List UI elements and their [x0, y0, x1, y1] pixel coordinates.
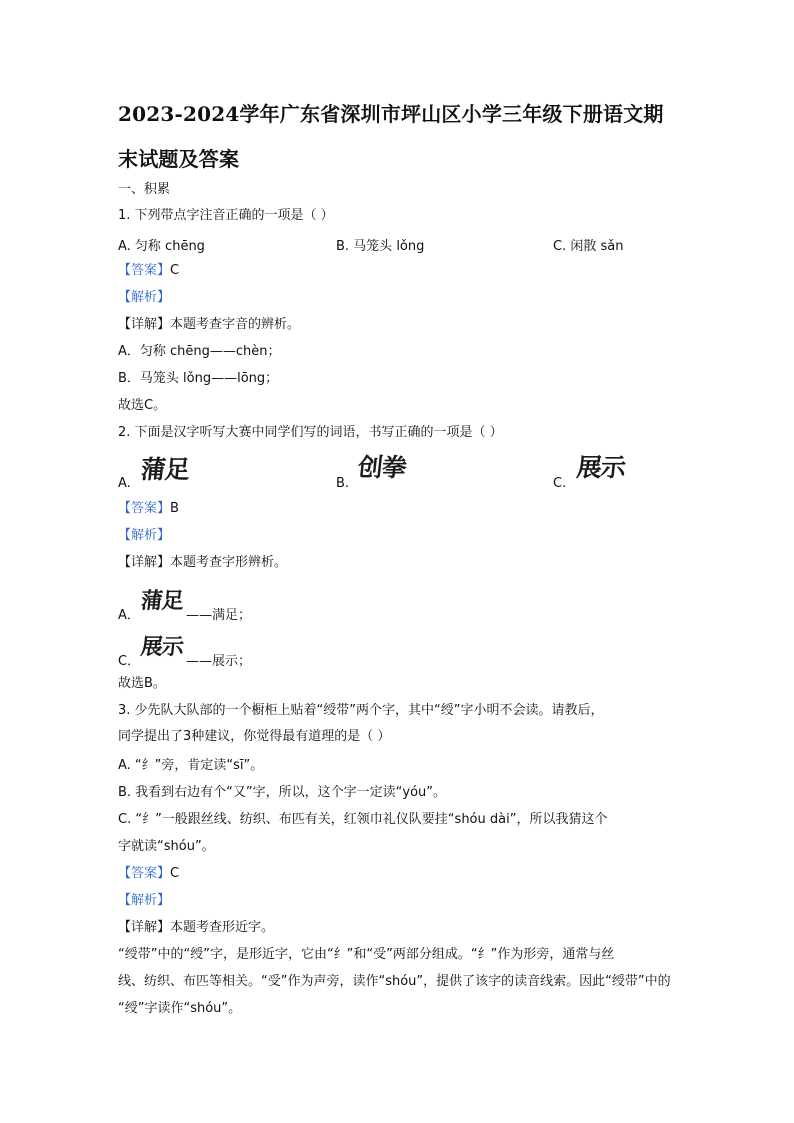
- q1-explain-a: A．匀称 chēng——chèn；: [118, 344, 281, 359]
- answer-label: 【答案】: [118, 263, 171, 278]
- answer-label: 【答案】: [118, 866, 171, 881]
- q2-option-b-handwriting: 创拳: [356, 453, 408, 482]
- q3-option-a: A. “纟”旁，肯定读“sī”。: [118, 758, 264, 773]
- document-title-line1: 2023-2024学年广东省深圳市坪山区小学三年级下册语文期: [118, 102, 664, 126]
- q2-option-a-label: A.: [118, 476, 131, 491]
- q2-explain-c-text: ——展示；: [186, 654, 252, 669]
- q2-analysis-label: 【解析】: [118, 528, 171, 543]
- q2-conclusion: 故选B。: [118, 676, 166, 691]
- q2-explain-c-label: C．: [118, 654, 141, 669]
- q2-explain-c-handwriting: 展示: [139, 634, 185, 660]
- answer-value: C: [170, 866, 180, 881]
- q2-option-a-handwriting: 蒲足: [139, 455, 191, 484]
- q3-option-c-line2: 字就读“shóu”。: [118, 839, 215, 854]
- q3-stem-line1: 3. 少先队大队部的一个橱柜上贴着“绶带”两个字，其中“绶”字小明不会读。请教后，: [118, 703, 604, 718]
- q3-explanation-line2: 线、纺织、布匹等相关。“受”作为声旁，读作“shóu”，提供了该字的读音线索。因此“绶带”中的: [118, 974, 671, 989]
- q1-option-c: C. 闲散 sǎn: [553, 239, 624, 254]
- section-heading: 一、积累: [118, 182, 171, 197]
- answer-label: 【答案】: [118, 501, 171, 516]
- q2-detail: 【详解】本题考查字形辨析。: [118, 555, 288, 570]
- q1-answer: [118, 262, 179, 280]
- q1-analysis-label: 【解析】: [118, 290, 171, 305]
- q2-answer: [118, 500, 179, 518]
- q3-detail: 【详解】本题考查形近字。: [118, 920, 275, 935]
- answer-value: B: [170, 501, 179, 516]
- q3-analysis-label: 【解析】: [118, 893, 171, 908]
- q2-explain-a-text: ——满足；: [186, 608, 252, 623]
- q1-explain-b: B．马笼头 lǒng——lōng；: [118, 371, 279, 386]
- q2-option-b-label: B.: [336, 476, 350, 491]
- q1-option-a: A. 匀称 chēng: [118, 239, 205, 254]
- q3-explanation-line1: “绶带”中的“绶”字，是形近字，它由“纟”和“受”两部分组成。“纟”作为形旁，通常与丝: [118, 947, 615, 962]
- q1-conclusion: 故选C。: [118, 398, 167, 413]
- q3-answer: [118, 865, 179, 883]
- q1-detail: 【详解】本题考查字音的辨析。: [118, 317, 301, 332]
- q2-explain-a-label: A．: [118, 608, 140, 623]
- q3-option-b: B. 我看到右边有个“又”字，所以，这个字一定读“yóu”。: [118, 785, 447, 800]
- q2-option-c-handwriting: 展示: [575, 453, 627, 482]
- document-title-line2: 末试题及答案: [118, 147, 240, 171]
- q2-option-c-label: C.: [553, 476, 567, 491]
- q3-stem-line2: 同学提出了3种建议，你觉得最有道理的是（ ）: [118, 729, 391, 744]
- answer-value: C: [170, 263, 180, 278]
- q1-option-b: B. 马笼头 lǒng: [336, 239, 425, 254]
- q2-stem: 2. 下面是汉字听写大赛中同学们写的词语，书写正确的一项是（ ）: [118, 425, 503, 440]
- q2-explain-a-handwriting: 蒲足: [139, 588, 185, 614]
- q3-explanation-line3: “绶”字读作“shóu”。: [118, 1001, 242, 1016]
- q1-stem: 1. 下列带点字注音正确的一项是（ ）: [118, 208, 334, 223]
- q3-option-c-line1: C. “纟”一般跟丝线、纺织、布匹有关，红领巾礼仪队要挂“shóu dài”，所以我猜这个: [118, 812, 608, 827]
